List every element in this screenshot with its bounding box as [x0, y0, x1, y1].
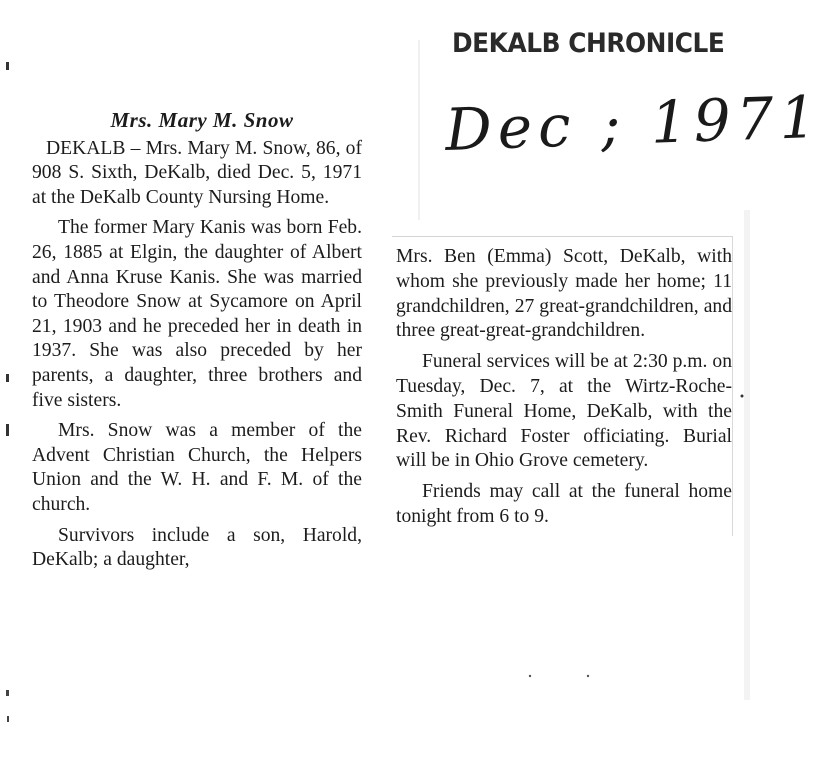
article-paragraph: Mrs. Ben (Emma) Scott, DeKalb, with whom she previously made her home; 11 grandchildren, 27 great-grandchildren, and three great-great-grandchildren. [396, 246, 732, 342]
scan-edge-shadow [744, 210, 750, 700]
article-paragraph: The former Mary Kanis was born Feb. 26, 1885 at Elgin, the daughter of Albert and Anna Kruse Kanis. She was married to Theodore Snow at Sycamore on April 21, 1903 and he preceded her in death in 1937. She was also preceded by her parents, a daughter, three brothers and five sisters. [32, 217, 362, 411]
scan-speck [7, 716, 9, 722]
newspaper-masthead: DEKALB CHRONICLE [452, 28, 725, 59]
scan-speck [6, 62, 9, 70]
article-paragraph: Survivors include a son, Harold, DeKalb; a daughter, [32, 524, 362, 571]
article-column-left [32, 108, 362, 579]
scan-speck [6, 374, 9, 382]
handwritten-date: Dec ; 1971 [444, 82, 824, 164]
obituary-headline: Mrs. Mary M. Snow [110, 108, 294, 132]
scan-speck [6, 424, 9, 436]
scan-edge-shadow [418, 40, 420, 220]
article-paragraph: Mrs. Snow was a member of the Advent Christian Church, the Helpers Union and the W. H. and F. M. of the church. [32, 420, 362, 515]
article-paragraph: Friends may call at the funeral home tonight from 6 to 9. [396, 481, 732, 527]
scan-speck [6, 690, 9, 696]
scan-speck [529, 675, 531, 677]
scan-speck [587, 675, 589, 677]
article-paragraph: DEKALB – Mrs. Mary M. Snow, 86, of 908 S. Sixth, DeKalb, died Dec. 5, 1971 at the DeKalb County Nursing Home. [32, 137, 362, 208]
article-paragraph: Funeral services will be at 2:30 p.m. on Tuesday, Dec. 7, at the Wirtz-Roche-Smith Funeral Home, DeKalb, with the Rev. Richard Foster officiating. Burial will be in Ohio Grove cemetery. [396, 351, 732, 472]
scan-speck [741, 395, 744, 398]
article-column-right [392, 236, 733, 536]
